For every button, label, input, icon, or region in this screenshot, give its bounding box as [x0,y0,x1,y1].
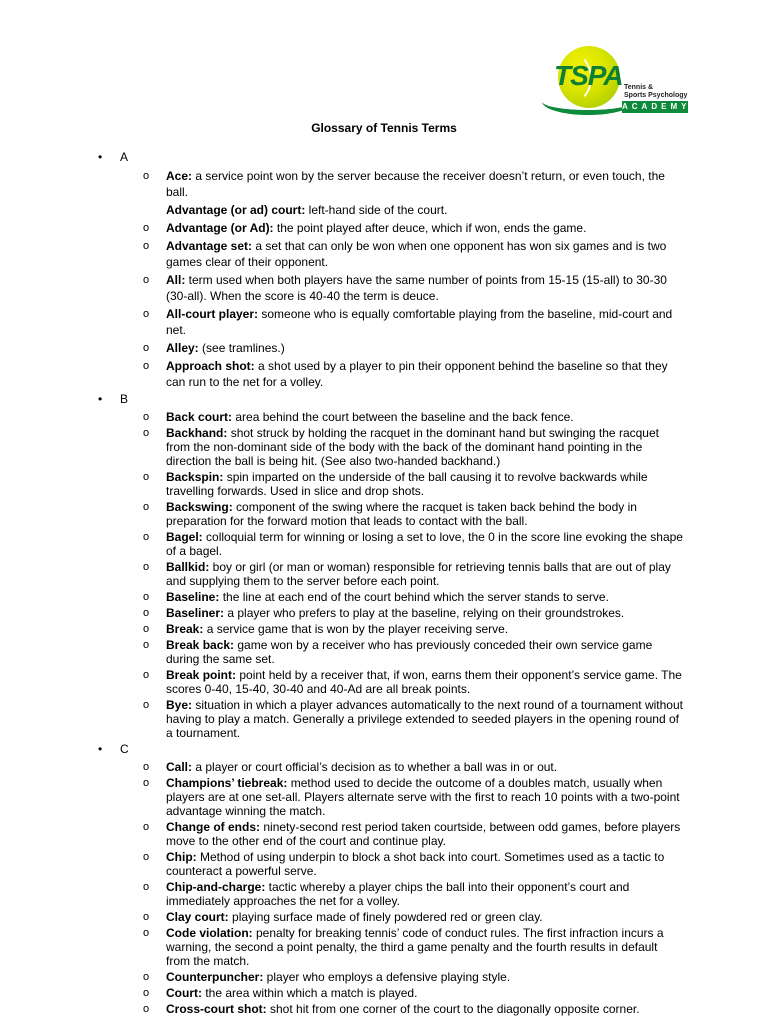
swoosh-icon [542,88,634,115]
list-marker: o [143,360,150,372]
page-title: Glossary of Tennis Terms [311,121,457,135]
entry-definition: Method of using underpin to block a shot back into court. Sometimes used as a tactic to counteract a powerful serve. [166,850,665,878]
glossary-entry [0,910,768,924]
list-marker: o [143,881,150,893]
list-marker: o [143,639,150,651]
glossary-entry [0,470,768,498]
list-marker: o [143,623,150,635]
section-b-header [0,392,768,406]
entry-definition: left-hand side of the court. [305,203,448,217]
glossary-entry [0,340,768,356]
list-marker: o [143,911,150,923]
entry-definition: component of the swing where the racquet is taken back behind the body in preparation for the forward motion that leads to contact with the ball. [166,500,637,528]
entry-definition: playing surface made of finely powdered red or green clay. [228,910,543,924]
entry-term: Break back: [166,638,235,652]
glossary-entry [0,500,768,528]
entry-term: Chip-and-charge: [166,880,266,894]
glossary-entry [0,168,768,200]
list-marker: o [143,342,150,354]
glossary-entry [0,590,768,604]
logo-subtitle-line2: Sports Psychology [624,92,688,99]
entry-term: Back court: [166,410,233,424]
glossary-entry [0,530,768,558]
entry-definition: situation in which a player advances automatically to the next round of a tournament without having to play a match. Generally a privilege extended to seeded players in the opening round of a tournament. [166,698,683,740]
entry-term: Break point: [166,668,237,682]
list-marker: o [143,607,150,619]
section-b-terms [0,410,768,740]
section-a-header [0,150,768,164]
tspa-logo [540,44,690,118]
section-letter: C [120,742,129,756]
entry-definition: a set that can only be won when one opponent has won six games and is two games clear of their opponent. [166,239,667,269]
entry-term: Court: [166,986,202,1000]
glossary-entry [0,202,768,218]
list-marker: o [143,821,150,833]
entry-definition: the area within which a match is played. [202,986,418,1000]
entry-term: Chip: [166,850,197,864]
glossary-entry [0,986,768,1000]
list-marker: o [143,531,150,543]
list-marker: o [143,427,150,439]
entry-definition: a service point won by the server because the receiver doesn’t return, or even touch, the ball. [166,169,665,199]
entry-definition: a shot used by a player to pin their opponent behind the baseline so that they can run to the net for a volley. [166,359,668,389]
entry-term: Advantage (or Ad): [166,221,274,235]
list-marker: o [143,471,150,483]
entry-definition: the point played after deuce, which if won, ends the game. [273,221,587,235]
logo-academy-bar: ACADEMY [622,102,691,111]
glossary-entry [0,272,768,304]
entry-definition: (see tramlines.) [198,341,285,355]
list-marker: o [143,669,150,681]
entry-definition: point held by a receiver that, if won, earns them their opponent’s service game. The scores 0-40, 15-40, 30-40 and 40-Ad are all break points. [166,668,682,696]
list-marker: o [143,777,150,789]
entry-term: Advantage set: [166,239,253,253]
entry-term: Alley: [166,341,199,355]
glossary-entry [0,776,768,818]
entry-definition: tactic whereby a player chips the ball into their opponent’s court and immediately approaches the net for a volley. [166,880,630,908]
entry-term: Call: [166,760,193,774]
glossary-entry [0,220,768,236]
entry-definition: boy or girl (or man or woman) responsible for retrieving tennis balls that are out of play and supplying them to the server before each point. [166,560,671,588]
entry-definition: the line at each end of the court behind which the server stands to serve. [219,590,609,604]
list-marker: o [143,699,150,711]
list-marker: o [143,851,150,863]
entry-term: Backspin: [166,470,224,484]
entry-term: Backhand: [166,426,228,440]
list-marker: o [143,274,150,286]
entry-term: Baseline: [166,590,220,604]
logo-subtitle [624,84,687,100]
entry-definition: a player who prefers to play at the baseline, relying on their groundstrokes. [224,606,625,620]
glossary-entry [0,698,768,740]
entry-definition: player who employs a defensive playing style. [263,970,511,984]
entry-definition: ninety-second rest period taken courtside, between odd games, before players move to the other end of the court and continue play. [166,820,681,848]
entry-term: All-court player: [166,307,259,321]
entry-definition: game won by a receiver who has previously conceded their own service game during the same set. [166,638,653,666]
glossary [0,148,768,1018]
logo-letters: TSPA [554,60,623,91]
list-marker: o [143,927,150,939]
glossary-entry [0,1002,768,1016]
section-letter: A [120,150,129,164]
list-marker: o [143,170,150,182]
list-marker: o [143,1003,150,1015]
list-marker: o [143,987,150,999]
glossary-entry [0,560,768,588]
entry-definition: shot hit from one corner of the court to the diagonally opposite corner. [266,1002,640,1016]
section-bullet: • [98,392,103,406]
glossary-entry [0,426,768,468]
glossary-entry [0,358,768,390]
entry-term: Bagel: [166,530,203,544]
entry-definition: someone who is equally comfortable playing from the baseline, mid-court and net. [166,307,673,337]
entry-definition: colloquial term for winning or losing a set to love, the 0 in the score line evoking the shape of a bagel. [166,530,683,558]
entry-term: Clay court: [166,910,229,924]
entry-term: Counterpuncher: [166,970,264,984]
glossary-entry [0,880,768,908]
glossary-entry [0,306,768,338]
list-marker: o [143,222,150,234]
glossary-entry [0,622,768,636]
logo-subtitle-line1: Tennis & [624,84,654,91]
entry-term: Backswing: [166,500,233,514]
glossary-entry [0,606,768,620]
glossary-entry [0,820,768,848]
entry-definition: method used to decide the outcome of a doubles match, usually when players are at one set-all. Players alternate serve with the first to reach 10 points with a two-point advantage winning the match. [166,776,680,818]
glossary-entry [0,850,768,878]
entry-term: Ballkid: [166,560,210,574]
list-marker: o [143,240,150,252]
section-letter: B [120,392,129,406]
entry-term: Code violation: [166,926,253,940]
entry-definition: term used when both players have the same number of points from 15-15 (15-all) to 30-30 (30-all). When the score is 40-40 the term is deuce. [166,273,667,303]
entry-definition: a service game that is won by the player receiving serve. [203,622,509,636]
list-marker: o [143,501,150,513]
list-marker: o [143,971,150,983]
glossary-entry [0,926,768,968]
entry-definition: penalty for breaking tennis’ code of conduct rules. The first infraction incurs a warning, the second a point penalty, the third a game penalty and the fourth results in default from the match. [166,926,664,968]
entry-term: Approach shot: [166,359,255,373]
list-marker: o [143,561,150,573]
list-marker: o [143,308,150,320]
entry-term: Break: [166,622,204,636]
list-marker: o [143,591,150,603]
glossary-entry [0,410,768,424]
entry-term: All: [166,273,186,287]
section-c-header [0,742,768,756]
section-c-terms [0,760,768,1016]
section-bullet: • [98,150,103,164]
entry-definition: spin imparted on the underside of the ball causing it to revolve backwards while travelling forwards. Used in slice and drop shots. [166,470,648,498]
glossary-entry [0,238,768,270]
entry-definition: a player or court official’s decision as to whether a ball was in or out. [192,760,558,774]
glossary-entry [0,668,768,696]
glossary-entry [0,970,768,984]
entry-term: Ace: [166,169,193,183]
section-a-terms [0,168,768,390]
glossary-entry [0,638,768,666]
entry-term: Cross-court shot: [166,1002,267,1016]
entry-definition: area behind the court between the baseline and the back fence. [232,410,574,424]
entry-definition: shot struck by holding the racquet in the dominant hand but swinging the racquet from the non-dominant side of the body with the back of the dominant hand pointing in the direction the ball is being hit. (See also two-handed backhand.) [166,426,659,468]
list-marker: o [143,761,150,773]
entry-term: Champions’ tiebreak: [166,776,288,790]
list-marker: o [143,411,150,423]
section-bullet: • [98,742,103,756]
glossary-entry [0,760,768,774]
entry-term: Advantage (or ad) court: [166,203,306,217]
entry-term: Change of ends: [166,820,261,834]
entry-term: Baseliner: [166,606,225,620]
entry-term: Bye: [166,698,193,712]
